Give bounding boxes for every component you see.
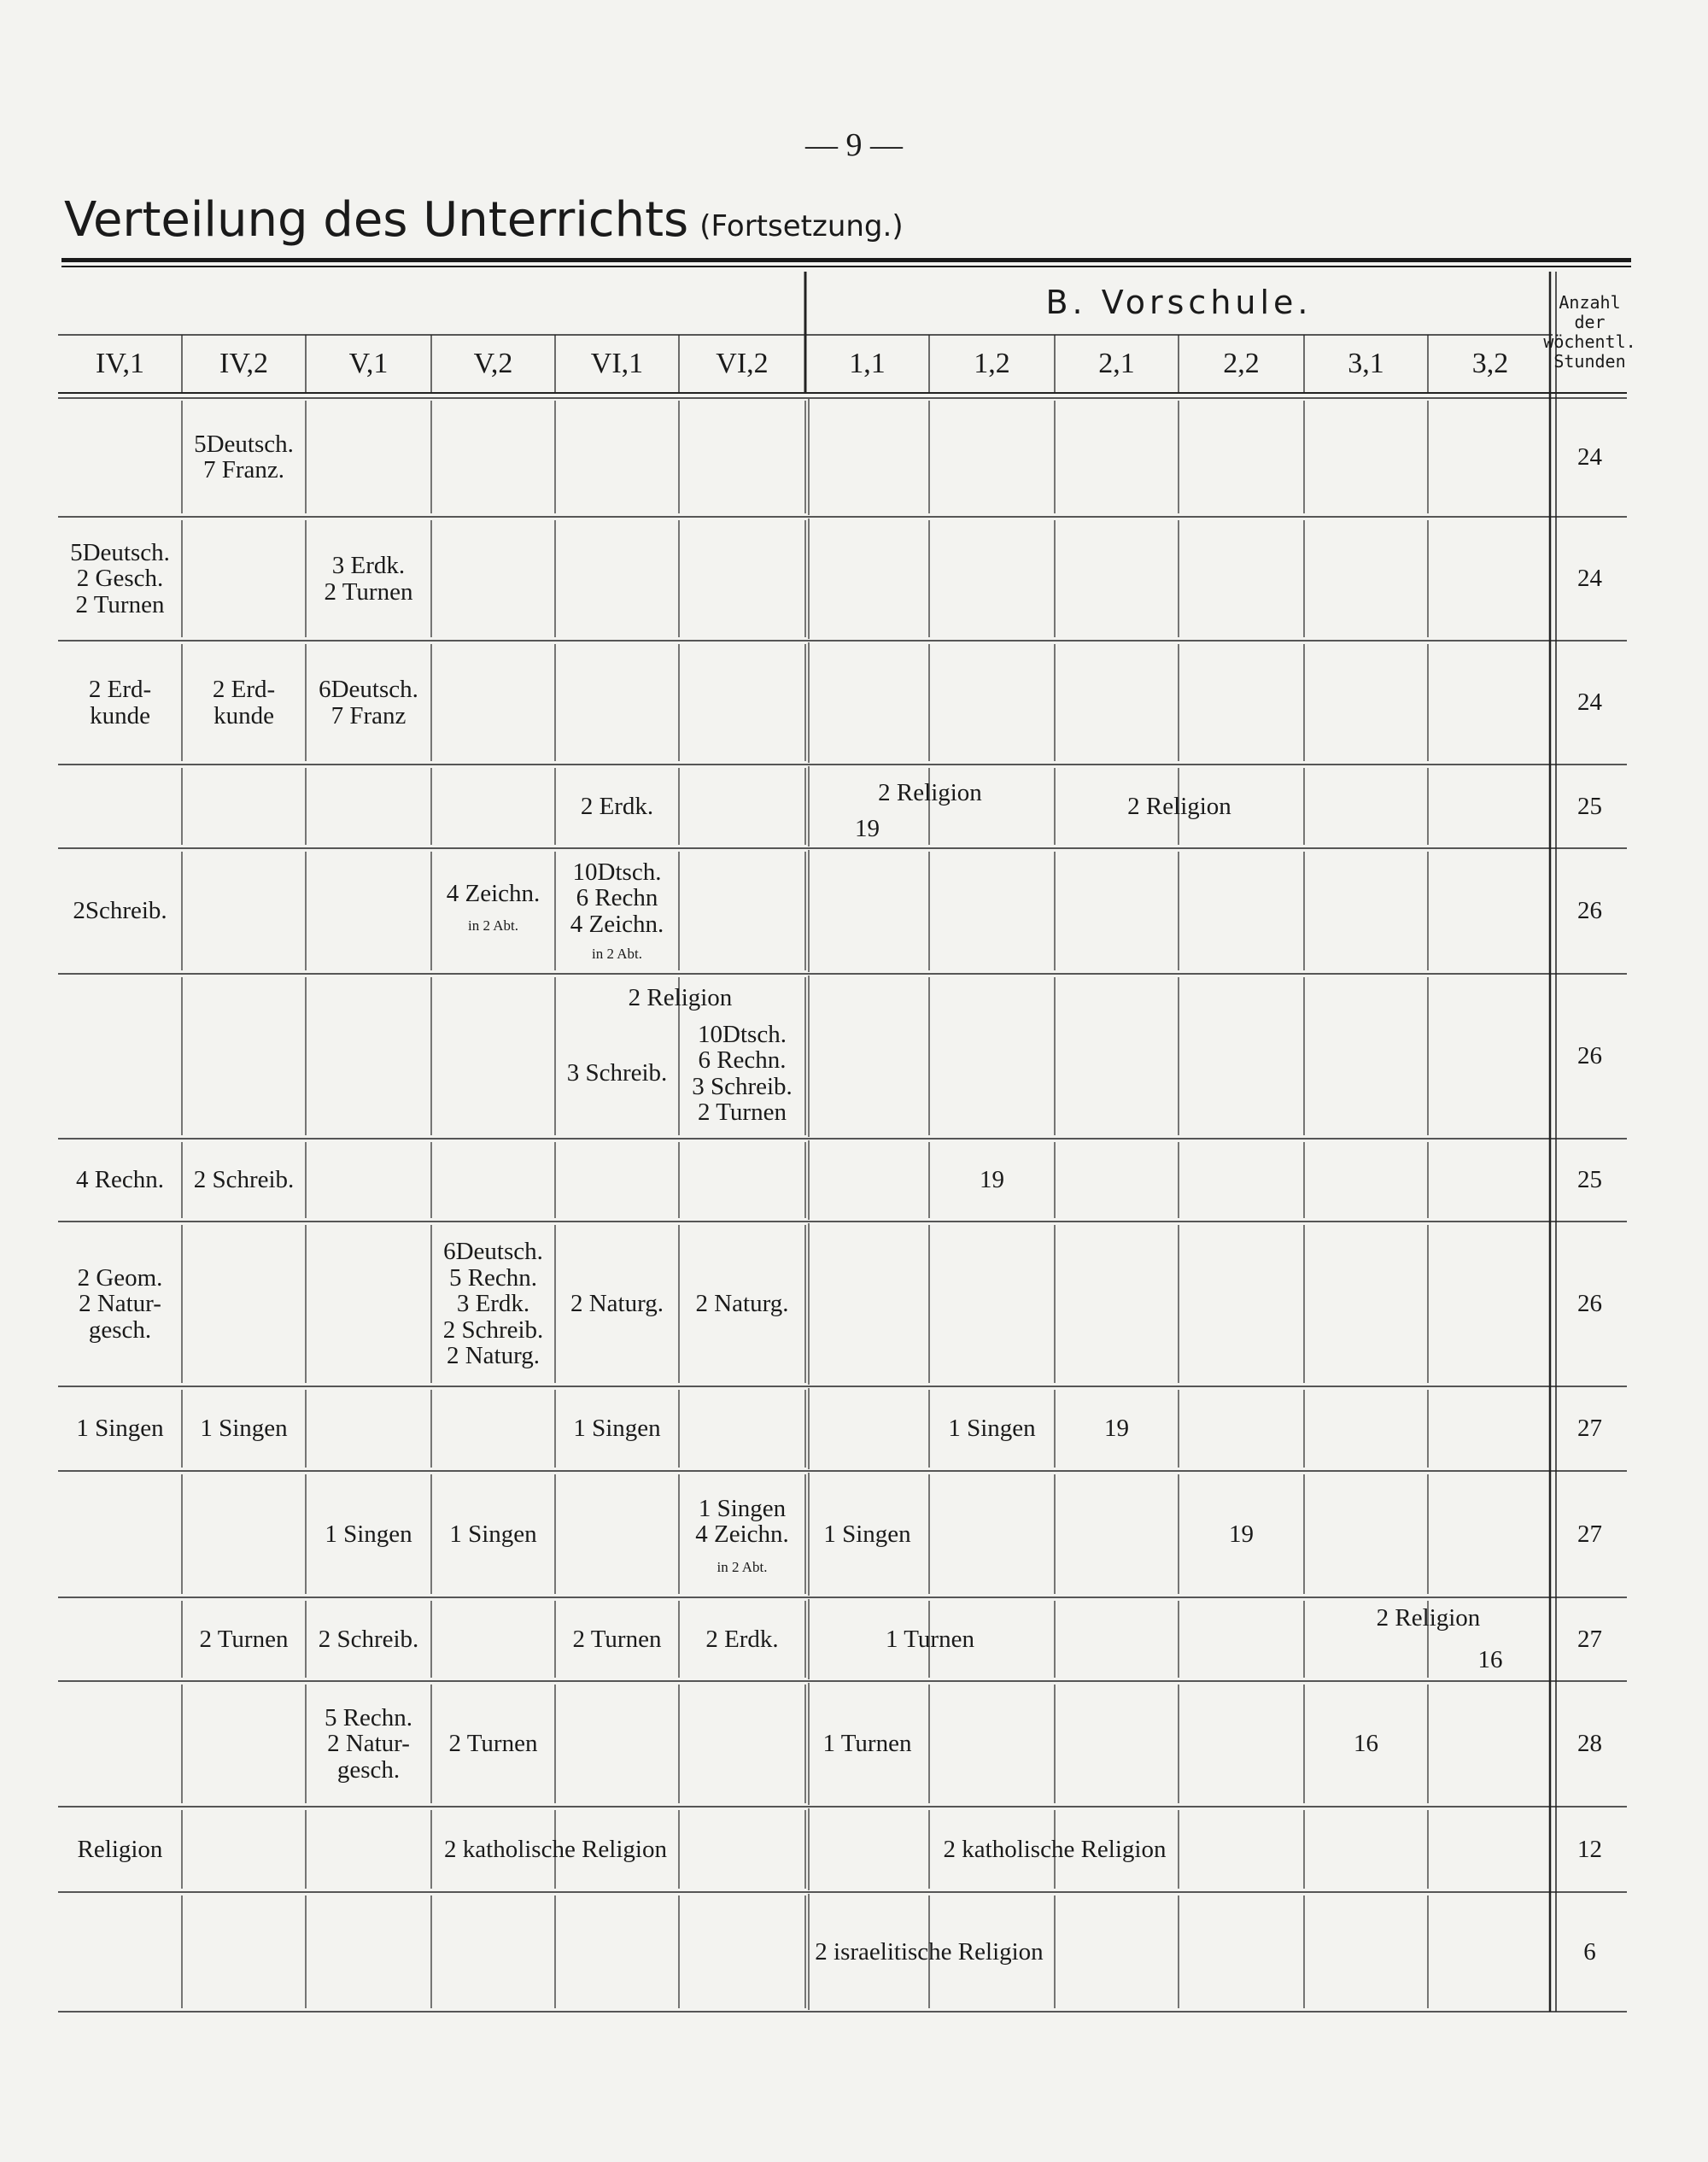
anzahl-value: 12 [1577,1835,1602,1863]
column-header: 3,2 [1471,348,1509,380]
table-cell: 2 Geom. 2 Natur- gesch. [77,1263,163,1344]
anzahl-value: 26 [1577,1290,1602,1318]
table-cell: 2Schreib. [73,897,167,925]
table-cell: 2 Turnen [572,1625,662,1653]
table-cell: 5Deutsch. 7 Franz. [194,430,294,483]
table-cell: 1 Singen 4 Zeichn. [695,1494,789,1548]
table-cell: 5 Rechn. 2 Natur- gesch. [324,1703,413,1784]
table-cell: 2 Religion [1376,1604,1481,1632]
page-number: — 9 — [805,127,903,163]
title-suffix: (Fortsetzung.) [699,209,904,243]
table-cell: 2 Religion [1127,792,1231,820]
anzahl-value: 24 [1577,565,1602,593]
anzahl-value: 28 [1577,1730,1602,1758]
table-cell: 2 Naturg. [695,1290,789,1318]
table-cell: 16 [1354,1730,1378,1758]
table-cell: 1 Singen [325,1520,412,1548]
table-cell: 3 Erdk. 2 Turnen [324,552,413,606]
table-cell: 4 Zeichn. [446,880,541,908]
table-cell: 19 [1229,1520,1254,1548]
table-cell: 1 Singen [823,1520,911,1548]
table-cell: 2 Turnen [199,1625,289,1653]
table-cell: 2 katholische Religion [943,1835,1167,1863]
column-header: 2,1 [1098,348,1135,380]
table-cell: in 2 Abt. [467,917,519,934]
table-cell: 2 Religion [878,778,982,806]
table-cell: 4 Rechn. [75,1166,165,1194]
table-cell: 2 Turnen [448,1730,538,1758]
anzahl-value: 25 [1577,1166,1602,1194]
table-cell: 6Deutsch. 5 Rechn. 3 Erdk. 2 Schreib. 2 Naturg. [442,1238,544,1370]
table-cell: 2 Schreib. [318,1625,419,1653]
table-cell: 2 Religion [628,983,733,1011]
column-header: 2,2 [1223,348,1260,380]
table-cell: 16 [1477,1646,1503,1674]
anzahl-value: 27 [1577,1625,1602,1653]
title-main: Verteilung des Unterrichts [64,192,689,248]
table-cell: 10Dtsch. 6 Rechn 4 Zeichn. [570,858,664,938]
column-header: IV,2 [219,348,268,380]
table-cell: 2 israelitische Religion [815,1937,1044,1966]
column-header: IV,1 [96,348,144,380]
table-cell: 10Dtsch. 6 Rechn. 3 Schreib. 2 Turnen [692,1020,793,1126]
table-cell: 1 Singen [948,1415,1036,1443]
column-header: 1,1 [849,348,886,380]
table-cell: 1 Turnen [886,1625,974,1653]
table-cell: 1 Singen [449,1520,537,1548]
anzahl-value: 6 [1583,1937,1596,1966]
table-cell: 3 Schreib. [566,1059,668,1087]
table-cell: 2 Schreib. [193,1166,295,1194]
table-cell: 2 Naturg. [570,1290,664,1318]
table-cell: 19 [855,814,880,842]
table-cell: 19 [980,1166,1004,1194]
table-cell: 1 Singen [200,1415,288,1443]
table-cell: in 2 Abt. [591,946,643,963]
column-header: 3,1 [1348,348,1384,380]
anzahl-value: 27 [1577,1415,1602,1443]
anzahl-value: 24 [1577,442,1602,471]
table-cell: 1 Singen [573,1415,661,1443]
anzahl-value: 27 [1577,1520,1602,1548]
anzahl-header: Anzahl der wöchentl. Stunden [1543,292,1636,372]
table-cell: 2 Erd- kunde [88,676,152,729]
vorschule-header: B. Vorschule. [1045,284,1313,322]
table-cell: 2 Erd- kunde [212,676,276,729]
table-cell: 19 [1104,1415,1129,1443]
table-cell: 6Deutsch. 7 Franz [319,676,418,729]
table-cell: 2 Erdk. [580,792,654,820]
table-cell: 2 katholische Religion [444,1835,667,1863]
anzahl-value: 26 [1577,897,1602,925]
column-header: V,1 [348,348,389,380]
anzahl-value: 26 [1577,1042,1602,1070]
column-header: V,2 [473,348,513,380]
column-header: 1,2 [974,348,1010,380]
table-cell: 1 Singen [76,1415,164,1443]
column-header: VI,2 [716,348,769,380]
table-cell: in 2 Abt. [717,1559,768,1576]
anzahl-value: 24 [1577,688,1602,717]
column-header: VI,1 [590,348,644,380]
table-cell: 1 Turnen [822,1730,912,1758]
table-cell: 5Deutsch. 2 Gesch. 2 Turnen [70,538,170,618]
table-cell: 2 Erdk. [705,1625,779,1653]
table-cell: Religion [77,1835,163,1863]
anzahl-value: 25 [1577,792,1602,820]
